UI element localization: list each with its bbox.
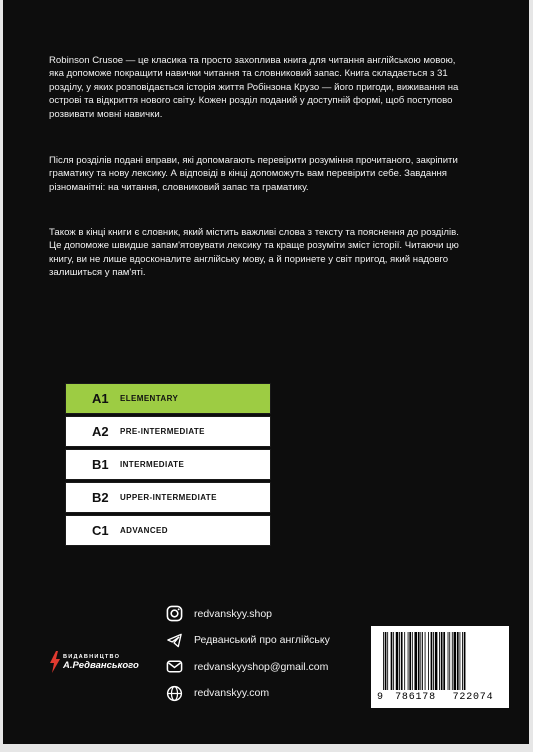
barcode-bar [425,632,426,690]
barcode-bar [418,632,420,690]
lightning-bolt-icon [49,651,61,673]
back-cover [3,0,529,744]
barcode-bar [391,632,393,690]
level-table [65,383,271,548]
contact-email[interactable] [165,657,330,676]
mail-icon [165,658,183,676]
level-name: PRE-INTERMEDIATE [120,427,205,436]
barcode-bar [433,632,434,690]
level-row-c1 [65,515,271,546]
level-code: A1 [92,391,109,406]
barcode-bar [412,632,413,690]
telegram-icon [165,631,183,649]
level-code: C1 [92,523,109,538]
barcode-bar [448,632,449,690]
level-row-b2 [65,482,271,513]
barcode-bar [399,632,400,690]
level-code: A2 [92,424,109,439]
barcode-bar [404,632,405,690]
description-paragraph-3: Також в кінці книги є словник, який містить важливі слова з тексту та пояснення до розділів. Це допоможе швидше запам'ятовувати лексику та краще розуміти зміст історії. Читаючи цю книгу, ви не лише вдосконалите англійську мову, а й поринете у світ пригод, який надовго залишиться у пам'яті. [49,227,459,279]
barcode-bar [383,632,384,690]
instagram-icon [165,605,183,623]
barcode-bars [379,632,501,694]
level-name: INTERMEDIATE [120,460,185,469]
contact-list [165,604,330,710]
barcode-bar [452,632,453,690]
barcode-bar [454,632,457,690]
barcode-bar [393,632,394,690]
contact-telegram[interactable] [165,631,330,650]
publisher-logo [49,651,139,673]
barcode-group-1: 786178 [395,692,436,703]
barcode-bar [401,632,403,690]
barcode-bar [441,632,443,690]
barcode-bar [431,632,433,690]
barcode-bar [414,632,417,690]
level-name: ELEMENTARY [120,394,179,403]
contact-telegram-text: Редванський про англійську [194,634,330,646]
barcode-bar [460,632,461,690]
publisher-name: А.Редванського [63,659,139,671]
level-name: ADVANCED [120,526,168,535]
barcode-bar [409,632,411,690]
barcode-bar [420,632,421,690]
barcode-bar [457,632,459,690]
level-row-b1 [65,449,271,480]
contact-website-text: redvanskyy.com [194,687,270,699]
barcode-bar [385,632,387,690]
isbn-barcode [371,626,509,708]
barcode-bar [387,632,388,690]
contact-instagram-text: redvanskyy.shop [194,607,273,620]
barcode-bar [439,632,440,690]
description-paragraph-2: Після розділів подані вправи, які допомагають перевірити розуміння прочитаного, закріпити граматику та нову лексику. А відповіді в кінці допоможуть вам перевірити себе. Завдання різноманітні: на читання, словниковий запас та граматику. [49,155,458,193]
barcode-bar [435,632,438,690]
barcode-bar [422,632,423,690]
level-name: UPPER-INTERMEDIATE [120,493,217,502]
description-paragraph-1: Robinson Crusoe — це класика та просто захоплива книга для читання англійською мовою, яка допоможе покращити навички читання та словниковий запас. Книга складається з 31 розділу, у яких розповідається історія життя Робінзона Крузо — його пригоди, виживання на острові та відкриття нового світу. Кожен розділ поданий у доступній формі, щоб поступово розвивати мовні навички. [49,55,459,120]
contact-email-text: redvanskyyshop@gmail.com [194,660,329,673]
barcode-bar [443,632,445,690]
barcode-digits [377,692,505,703]
barcode-bar [428,632,429,690]
barcode-lead-digit: 9 [377,692,384,703]
barcode-bar [462,632,463,690]
barcode-bar [449,632,450,690]
level-row-a2 [65,416,271,447]
level-row-a1 [65,383,271,414]
barcode-bar [396,632,399,690]
globe-icon [165,684,183,702]
publisher-label: ВИДАВНИЦТВО [63,653,121,660]
contact-instagram[interactable] [165,604,330,623]
barcode-bar [408,632,409,690]
barcode-group-2: 722074 [452,692,494,703]
contact-website[interactable] [165,684,330,703]
level-code: B2 [92,490,109,505]
level-code: B1 [92,457,109,472]
barcode-bar [464,632,466,690]
